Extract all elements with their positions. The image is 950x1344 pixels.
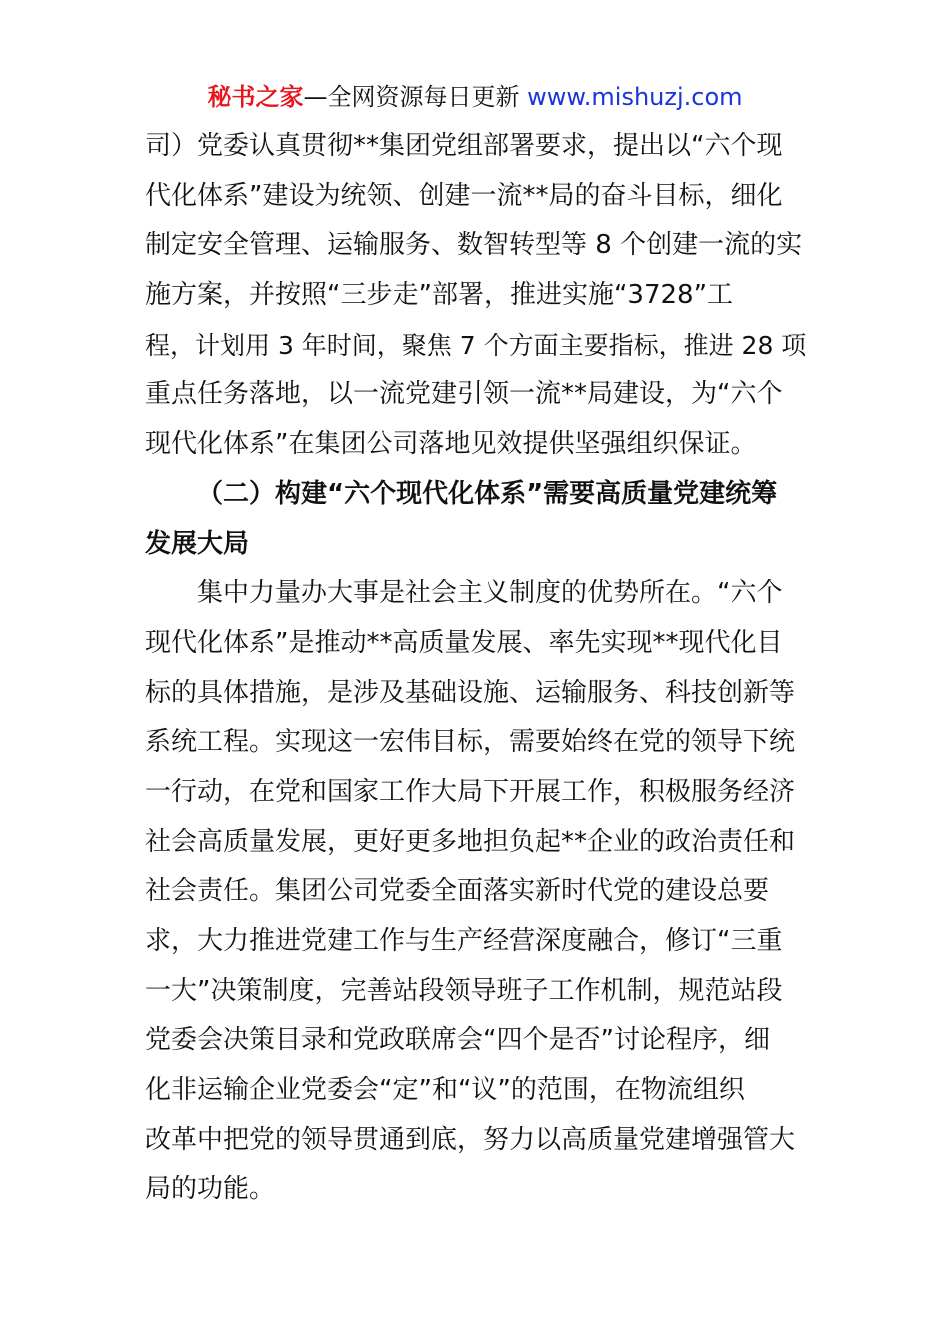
- brand-name: 秘书之家: [207, 83, 304, 111]
- site-url[interactable]: www.mishuzj.com: [527, 83, 743, 111]
- text-line: 党委会决策目录和党政联席会“四个是否”讨论程序，细: [145, 1025, 770, 1056]
- text-line: 求，大力推进党建工作与生产经营深度融合，修订“三重: [145, 926, 783, 956]
- text-line: 代化体系”建设为统领、创建一流**局的奋斗目标，细化: [145, 180, 783, 211]
- text-line: 程，计划用 3 年时间，聚焦 7 个方面主要指标，推进 28 项: [145, 330, 807, 360]
- text-line: 一行动，在党和国家工作大局下开展工作，积极服务经济: [145, 776, 796, 807]
- text-line: 现代化体系”在集团公司落地见效提供坚强组织保证。: [145, 429, 757, 460]
- section-heading: （二）构建“六个现代化体系”需要高质量党建统筹: [197, 478, 778, 509]
- site-header: [0, 80, 950, 114]
- paragraph-first-line: 集中力量办大事是社会主义制度的优势所在。“六个: [197, 578, 783, 609]
- document-body: [145, 122, 815, 1215]
- text-line: 标的具体措施，是涉及基础设施、运输服务、科技创新等: [145, 677, 796, 708]
- text-line: 局的功能。: [145, 1174, 276, 1205]
- text-line: 制定安全管理、运输服务、数智转型等 8 个创建一流的实: [145, 230, 803, 261]
- section-heading-continued: 发展大局: [145, 528, 250, 559]
- text-line: 司）党委认真贯彻**集团党组部署要求，提出以“六个现: [145, 131, 783, 161]
- text-line: 系统工程。实现这一宏伟目标，需要始终在党的领导下统: [145, 727, 796, 758]
- text-line: 一大”决策制度，完善站段领导班子工作机制，规范站段: [145, 975, 783, 1006]
- header-tagline: —全网资源每日更新: [303, 83, 528, 111]
- text-line: 现代化体系”是推动**高质量发展、率先实现**现代化目: [145, 627, 783, 658]
- text-line: 重点任务落地，以一流党建引领一流**局建设，为“六个: [145, 379, 783, 410]
- text-line: 社会高质量发展，更好更多地担负起**企业的政治责任和: [145, 826, 796, 857]
- text-line: 施方案，并按照“三步走”部署，推进实施“3728”工: [145, 280, 734, 311]
- text-line: 化非运输企业党委会“定”和“议”的范围，在物流组织: [145, 1075, 745, 1106]
- text-line: 社会责任。集团公司党委全面落实新时代党的建设总要: [145, 876, 770, 907]
- text-line: 改革中把党的领导贯通到底，努力以高质量党建增强管大: [145, 1124, 796, 1155]
